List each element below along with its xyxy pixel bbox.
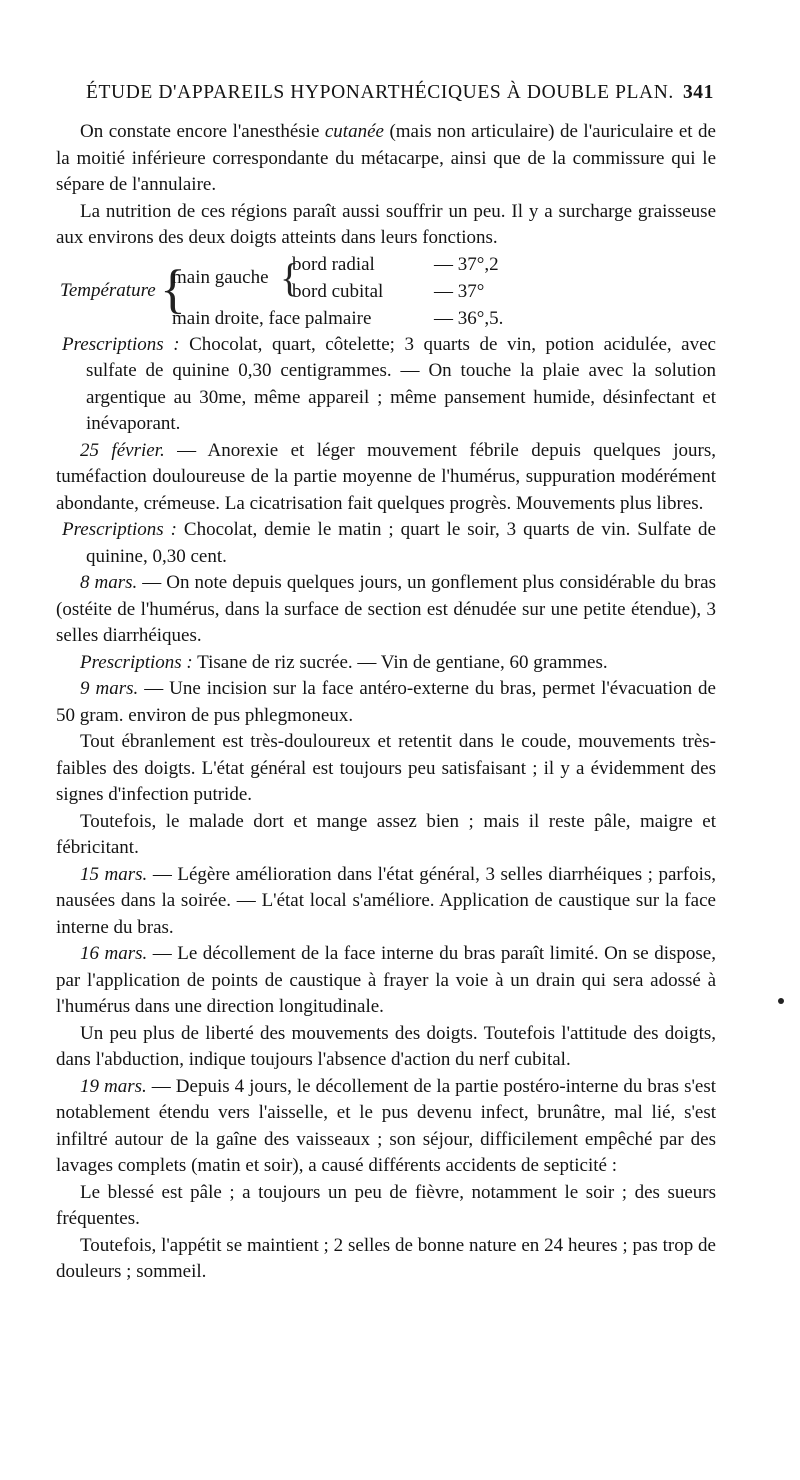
prescriptions-text: Tisane de riz sucrée. — Vin de gentiane, 60 grammes. [192, 651, 608, 673]
page-body [56, 119, 716, 1286]
prescriptions-label: Prescriptions : [80, 651, 193, 673]
entry-25-fevrier [56, 438, 716, 518]
prescriptions-3 [56, 650, 716, 677]
entry-19-mars [56, 1074, 716, 1180]
paragraph-ebranlement: Tout ébranlement est très-douloureux et retentit dans le coude, mouvements très-faibles des doigts. L'état général est toujours peu satisfaisant ; il y a évidemment des signes d'infection putride. [56, 731, 716, 805]
prescriptions-2 [56, 517, 716, 570]
running-title: ÉTUDE D'APPAREILS HYPONARTHÉCIQUES À DOUBLE PLAN. [86, 82, 674, 103]
entry-text: — Anorexie et léger mouvement fébrile depuis quelques jours, tuméfaction douloureuse de la partie moyenne de l'humérus, suppuration modérément abondante, crémeuse. La cicatrisation fait quelques progrès. Mouvements plus libres. [56, 439, 716, 514]
entry-date: 16 mars. [80, 943, 148, 964]
right-hand-label: main droite, face palmaire [172, 307, 372, 329]
prescriptions-label: Prescriptions : [62, 519, 177, 540]
entry-date: 9 mars. [80, 678, 139, 699]
entry-text: — Le décollement de la face interne du bras paraît limité. On se dispose, par l'application de points de caustique à frayer la voie à un drain qui sera adossé à l'humérus dans une direction longitudinale. [56, 943, 716, 1017]
margin-ink-dot [778, 998, 784, 1004]
right-hand-value: — 36°,5. [434, 307, 504, 329]
p1-text-end: (mais non articulaire) de l'auriculaire et de la moitié inférieure correspondante du métacarpe, ainsi que de la commissure qui le sépare de l'annulaire. [56, 121, 716, 195]
entry-text: — On note depuis quelques jours, un gonflement plus considérable du bras (ostéite de l'humérus, dans la surface de section est dénudée sur une petite étendue), 3 selles diarrhéiques. [56, 572, 716, 646]
prescriptions-text: Chocolat, demie le matin ; quart le soir, 3 quarts de vin. Sulfate de quinine, 0,30 cent. [86, 519, 716, 567]
paragraph-appetit: Toutefois, l'appétit se maintient ; 2 selles de bonne nature en 24 heures ; pas trop de douleurs ; sommeil. [56, 1234, 716, 1282]
cubital-label: bord cubital [292, 280, 384, 302]
left-brace: { [160, 258, 186, 319]
running-header [86, 82, 714, 112]
entry-date: 15 mars. [80, 863, 148, 885]
entry-date: 8 mars. [80, 572, 138, 593]
prescriptions-label: Prescriptions : [62, 333, 180, 355]
page-number: 341 [682, 82, 714, 103]
prescriptions-1 [56, 332, 716, 438]
temperature-table [56, 252, 716, 332]
entry-date: 25 février. [80, 439, 165, 461]
p1-italic-word: cutanée [324, 121, 384, 142]
entry-text: — Légère amélioration dans l'état général, 3 selles diarrhéiques ; parfois, nausées dans la soirée. — L'état local s'améliore. Application de caustique sur la face interne du bras. [56, 863, 716, 938]
entry-date: 19 mars. [80, 1075, 147, 1097]
entry-16-mars [56, 941, 716, 1021]
paragraph-liberte: Un peu plus de liberté des mouvements des doigts. Toutefois l'attitude des doigts, dans l'abduction, indique toujours l'absence d'action du nerf cubital. [56, 1022, 716, 1070]
inner-brace: { [280, 254, 300, 300]
radial-label: bord radial [292, 253, 375, 275]
radial-value: — 37°,2 [434, 253, 499, 275]
prescriptions-text: Chocolat, quart, côtelette; 3 quarts de vin, potion acidulée, avec sulfate de quinine 0,30 centigrammes. — On touche la plaie avec la solution argentique au 30me, même appareil ; même pansement humide, désinfectant et inévaporant. [86, 333, 716, 434]
entry-15-mars [56, 862, 716, 942]
entry-text: — Une incision sur la face antéro-externe du bras, permet l'évacuation de 50 gram. environ de pus phlegmoneux. [56, 678, 716, 726]
temperature-label: Température [60, 279, 156, 301]
entry-text: — Depuis 4 jours, le décollement de la partie postéro-interne du bras s'est notablement étendu vers l'aisselle, et le pus devenu infect, brunâtre, mal lié, s'est infiltré autour de la gaîne des vaisseaux ; son séjour, difficilement empêché par des lavages complets (matin et soir), a causé différents accidents de septicité : [56, 1075, 717, 1176]
entry-9-mars [56, 676, 716, 729]
paragraph-blesse: Le blessé est pâle ; a toujours un peu de fièvre, notamment le soir ; des sueurs fréquentes. [56, 1181, 716, 1229]
paragraph-toutefois: Toutefois, le malade dort et mange assez bien ; mais il reste pâle, maigre et fébricitant. [56, 810, 716, 858]
left-hand-label: main gauche [172, 266, 269, 288]
entry-8-mars [56, 570, 716, 650]
paragraph-anesthesia [56, 119, 716, 199]
p1-text-start: On constate encore l'anesthésie [80, 121, 325, 142]
paragraph-nutrition: La nutrition de ces régions paraît aussi souffrir un peu. Il y a surcharge graisseuse aux environs des deux doigts atteints dans leurs fonctions. [56, 200, 716, 248]
cubital-value: — 37° [434, 280, 485, 302]
